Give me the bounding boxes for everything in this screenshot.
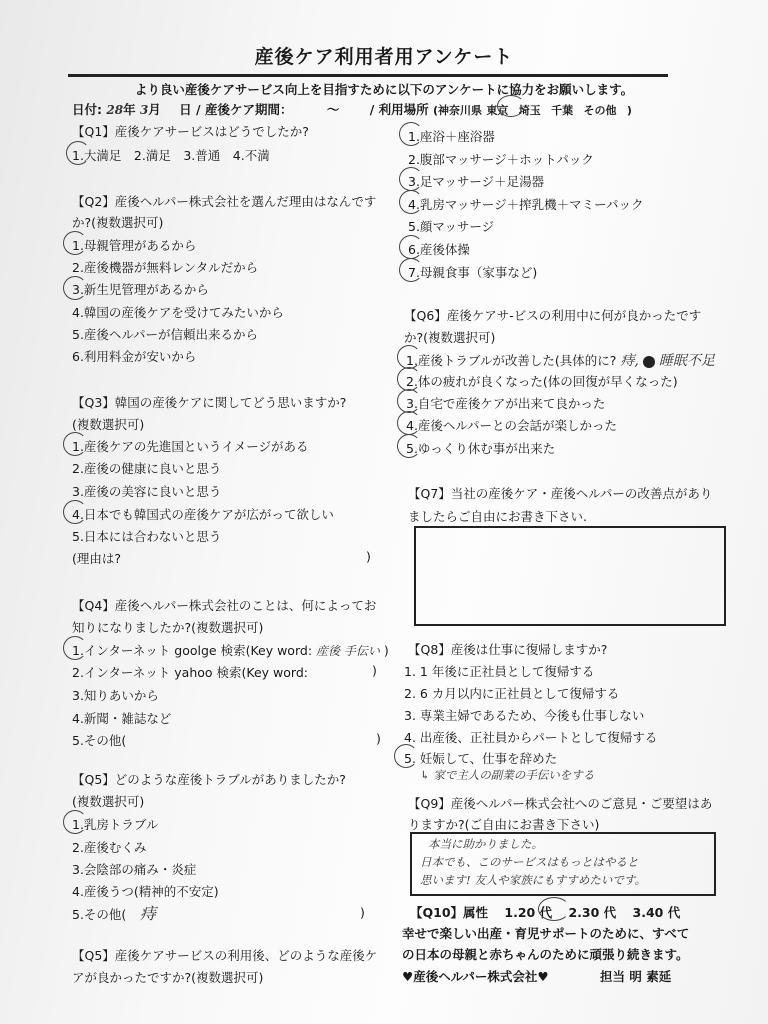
- q9-hand-line-3: 思います! 友人や家族にもすすめたいです。: [420, 873, 646, 887]
- q5b-option-3: 3.足マッサージ＋足湯器: [408, 174, 545, 189]
- q9-title-1: 【Q9】産後ヘルパー株式会社へのご意見・ご要望はあ: [408, 796, 713, 811]
- q4-title-2: 知りになりましたか?(複数選択可): [72, 620, 264, 635]
- answer-circle: [63, 231, 87, 255]
- location-1: (神奈川県: [432, 104, 483, 117]
- q5b-option-6: 6.産後体操: [408, 242, 470, 257]
- q4-title-1: 【Q4】産後ヘルパー株式会社のことは、何によってお: [72, 598, 377, 613]
- answer-circle: [63, 276, 87, 300]
- q5a-option-2: 2.産後むくみ: [72, 840, 147, 855]
- q4-option-2-close: ): [372, 663, 377, 678]
- date-year: 28: [106, 103, 124, 117]
- q8-title: 【Q8】産後は仕事に復帰しますか?: [408, 642, 608, 657]
- answer-circle: [63, 636, 87, 660]
- q2-option-5: 5.産後ヘルパーが信頼出来るから: [72, 327, 259, 342]
- q8-option-5: 5. 妊娠して、仕事を辞めた: [404, 751, 558, 766]
- q4-option-1-keyword: 産後 手伝い: [316, 644, 380, 658]
- q5b-option-1: 1.座浴＋座浴器: [408, 129, 495, 144]
- q4-option-4: 4.新聞・雑誌など: [72, 711, 172, 726]
- q6-option-2: 2.体の疲れが良くなった(体の回復が早くなった): [406, 374, 678, 389]
- q2-option-3: 3.新生児管理があるから: [72, 282, 209, 297]
- answer-circle: [63, 810, 87, 834]
- q2-option-1: 1.母親管理があるから: [72, 238, 197, 253]
- date-month: 3: [139, 103, 149, 117]
- q2-option-6: 6.利用料金が安いから: [72, 349, 197, 364]
- q4-option-1: [72, 641, 389, 659]
- footer-line-1: 幸せで楽しい出産・育児サポートのために、すべて: [402, 926, 690, 941]
- q6-option-1-answer-2: 睡眠不足: [658, 353, 715, 369]
- answer-circle: [399, 258, 423, 282]
- q4-option-2: 2.インターネット yahoo 検索(Key word:: [72, 665, 308, 680]
- footer-line-2: の日本の母親と赤ちゃんのために頑張り続きます。: [402, 947, 689, 962]
- period-sep: 〜: [326, 102, 340, 117]
- date-prefix: 日付:: [72, 102, 102, 117]
- ink-blot-icon: [643, 356, 655, 368]
- location-2: 東京: [486, 104, 509, 117]
- location-4: 千葉: [551, 104, 574, 117]
- period-label: / 産後ケア期間：: [196, 102, 293, 117]
- answer-circle: [397, 389, 421, 413]
- q3-option-5: 5.日本には合わないと思う: [72, 529, 222, 544]
- intro-text: より良い産後ケアサービス向上を目指すために以下のアンケートに協力をお願いします。: [134, 82, 634, 97]
- q5a-option-3: 3.会陰部の痛み・炎症: [72, 862, 197, 877]
- q5b-option-7: 7.母親食事（家事など): [408, 265, 538, 280]
- answer-circle: [399, 190, 423, 214]
- answer-circle: [63, 500, 87, 524]
- q5b-option-2: 2.腹部マッサージ＋ホットパック: [408, 152, 594, 167]
- q10-option-1: 1.20 代: [504, 905, 553, 920]
- q5a-option-1: 1.乳房トラブル: [72, 817, 159, 832]
- answer-circle: [399, 235, 423, 259]
- q5a-title-1: 【Q5】どのような産後トラブルがありましたか?: [72, 772, 346, 787]
- q6-option-1-text: 1.産後トラブルが改善した(具体的に?: [406, 353, 617, 368]
- q6-title-2: か?(複数選択可): [404, 330, 496, 345]
- q4-option-5-close: ): [376, 731, 381, 746]
- q3-option-3: 3.産後の美容に良いと思う: [72, 484, 222, 499]
- page-title: 産後ケア利用者用アンケート: [254, 46, 514, 68]
- location-3: 埼玉: [518, 104, 541, 117]
- answer-circle: [397, 434, 421, 458]
- location-label: / 利用場所: [369, 102, 429, 117]
- q5a-option-5-close: ): [360, 905, 365, 920]
- q3-option-2: 2.産後の健康に良いと思う: [72, 461, 222, 476]
- q8-option-4: 4. 出産後、正社員からパートとして復帰する: [404, 730, 658, 745]
- q6-option-4: 4.産後ヘルパーとの会話が楽しかった: [406, 418, 618, 433]
- q3-option-4: 4.日本でも韓国式の産後ケアが広がって欲しい: [72, 507, 334, 522]
- answer-circle: [63, 432, 87, 456]
- q2-title-2: か?(複数選択可): [72, 215, 164, 230]
- q5a-option-5: 5.その他(: [72, 907, 127, 922]
- q7-comment-box: [414, 526, 726, 626]
- answer-circle: [397, 345, 421, 369]
- q5a-option-4: 4.産後うつ(精神的不安定): [72, 884, 219, 899]
- q8-handwritten-note: ↳ 家で主人の副業の手伝いをする: [420, 768, 595, 782]
- q6-option-5: 5.ゆっくり休む事が出来た: [406, 441, 556, 456]
- q3-title-1: 【Q3】韓国の産後ケアに関してどう思いますか?: [72, 395, 347, 410]
- q6-option-1: [406, 350, 715, 370]
- title-rule: [68, 74, 668, 77]
- footer-company: ♥産後ヘルパー株式会社♥: [402, 969, 549, 984]
- q3-title-2: (複数選択可): [72, 417, 145, 432]
- q6-option-3: 3.自宅で産後ケアが出来て良かった: [406, 396, 606, 411]
- q4-option-3: 3.知りあいから: [72, 688, 159, 703]
- answer-circle: [399, 122, 423, 146]
- q2-title-1: 【Q2】産後ヘルパー株式会社を選んだ理由はなんです: [72, 194, 377, 209]
- q9-title-2: りますか?(ご自由にお書き下さい): [408, 817, 600, 832]
- q5b-option-5: 5.顔マッサージ: [408, 219, 495, 234]
- q3-option-1: 1.産後ケアの先進国というイメージがある: [72, 439, 309, 454]
- q6-option-1-answer: 痔,: [620, 353, 639, 369]
- answer-circle: [538, 897, 570, 921]
- q4-option-1-text: 1.インターネット goolge 検索(Key word:: [72, 643, 313, 658]
- q9-hand-line-1: 本当に助かりました。: [428, 837, 543, 851]
- q8-option-1: 1. 1 年後に正社員として復帰する: [404, 664, 595, 679]
- q2-option-2: 2.産後機器が無料レンタルだから: [72, 260, 259, 275]
- answer-circle: [397, 367, 421, 391]
- q10-option-2: 2.30 代: [568, 905, 617, 920]
- q8-option-2: 2. 6 カ月以内に正社員として復帰する: [404, 686, 620, 701]
- q6-title-1: 【Q6】産後ケアサ-ビスの利用中に何が良かったです: [404, 308, 702, 323]
- location-5: その他: [583, 104, 617, 117]
- q4-option-1-close: ): [383, 643, 389, 658]
- q5a-title-2: (複数選択可): [72, 794, 145, 809]
- q3-reason-close: ): [366, 549, 371, 564]
- header-row: [72, 100, 632, 118]
- q2-option-4: 4.韓国の産後ケアを受けてみたいから: [72, 305, 284, 320]
- answer-circle: [66, 141, 90, 165]
- q5b-title-1: 【Q5】産後ケアサービスの利用後、どのような産後ケ: [72, 948, 378, 963]
- answer-circle: [399, 167, 423, 191]
- q8-option-3: 3. 専業主婦であるため、今後も仕事しない: [404, 708, 645, 723]
- answer-circle: [397, 411, 421, 435]
- footer-staff: 担当 明 素延: [600, 969, 672, 984]
- q9-hand-line-2: 日本でも、このサービスはもっとはやると: [420, 855, 639, 869]
- q4-option-5: 5.その他(: [72, 733, 127, 748]
- q5a-option-5-answer: 痔: [140, 904, 157, 923]
- date-month-unit: 月: [148, 102, 161, 117]
- date-day-unit: 日: [179, 102, 192, 117]
- q1-title: 【Q1】産後ケアサービスはどうでしたか?: [72, 124, 309, 139]
- q5b-title-2: アが良かったですか?(複数選択可): [72, 970, 264, 985]
- q5b-option-4: 4.乳房マッサージ＋搾乳機＋マミーパック: [408, 197, 644, 212]
- q3-reason-label: (理由は?: [72, 551, 122, 566]
- answer-circle: [497, 95, 525, 117]
- q10-option-3: 3.40 代: [632, 905, 681, 920]
- date-year-unit: 年: [123, 102, 136, 117]
- location-6: ): [626, 104, 632, 117]
- q7-title-1: 【Q7】当社の産後ケア・産後ヘルパーの改善点があり: [408, 486, 713, 501]
- q7-title-2: ましたらご自由にお書き下さい.: [408, 509, 587, 524]
- answer-circle: [394, 744, 418, 768]
- q10-title: 【Q10】属性: [410, 905, 489, 920]
- q1-options: 1.大満足 2.満足 3.普通 4.不満: [72, 148, 270, 163]
